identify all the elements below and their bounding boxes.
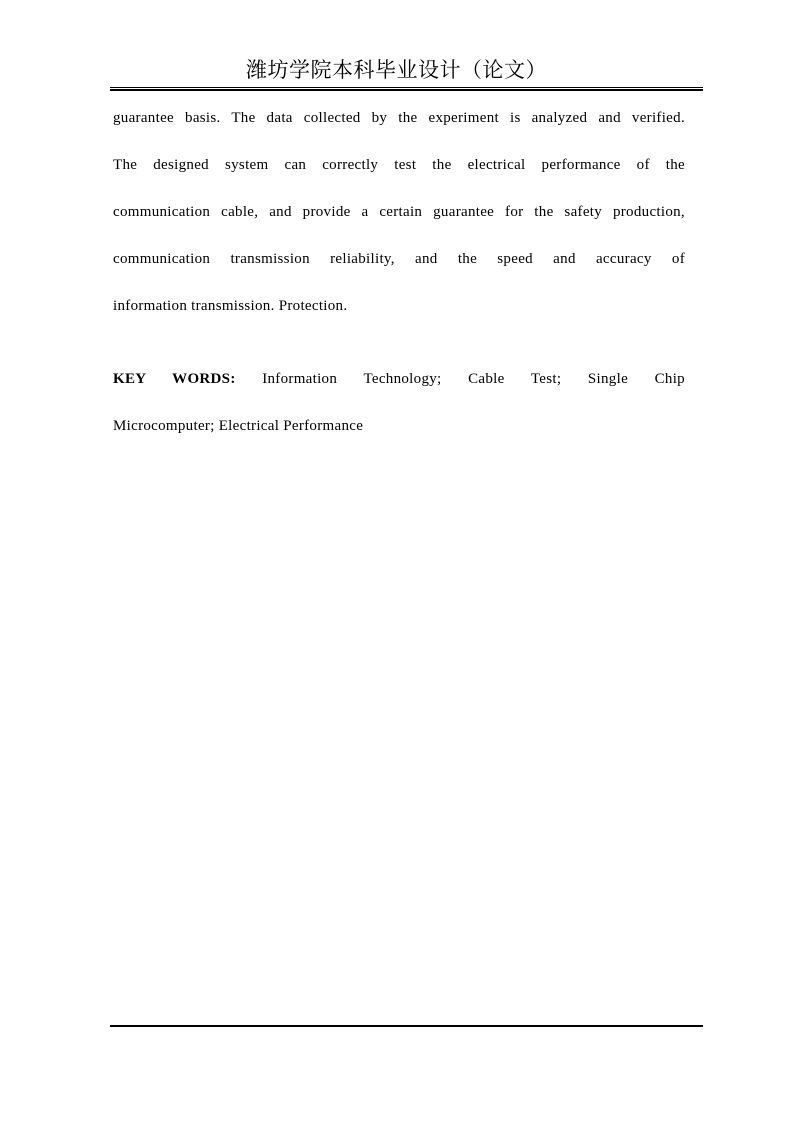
keywords-line-2: Microcomputer; Electrical Performance	[113, 418, 364, 434]
abstract-line-5: information transmission. Protection.	[113, 298, 348, 314]
footer-rule	[110, 1025, 703, 1027]
keywords-label: KEY WORDS:	[113, 371, 236, 387]
keywords-section	[113, 365, 685, 459]
abstract-line-4: communication transmission reliability, and the speed and accuracy of	[113, 251, 685, 267]
abstract-continuation	[113, 104, 685, 339]
header-rule-thick	[110, 89, 703, 91]
running-header-title: 潍坊学院本科毕业设计（论文）	[246, 58, 547, 82]
keywords-line-1	[113, 365, 685, 412]
abstract-line-2: The designed system can correctly test the electrical performance of the	[113, 157, 685, 173]
abstract-line-1: guarantee basis. The data collected by the experiment is analyzed and verified.	[113, 110, 685, 126]
header-rule-thin	[110, 87, 703, 88]
abstract-line-3: communication cable, and provide a certain guarantee for the safety production,	[113, 204, 685, 220]
keywords-text-1: Information Technology; Cable Test; Single Chip	[262, 371, 685, 387]
